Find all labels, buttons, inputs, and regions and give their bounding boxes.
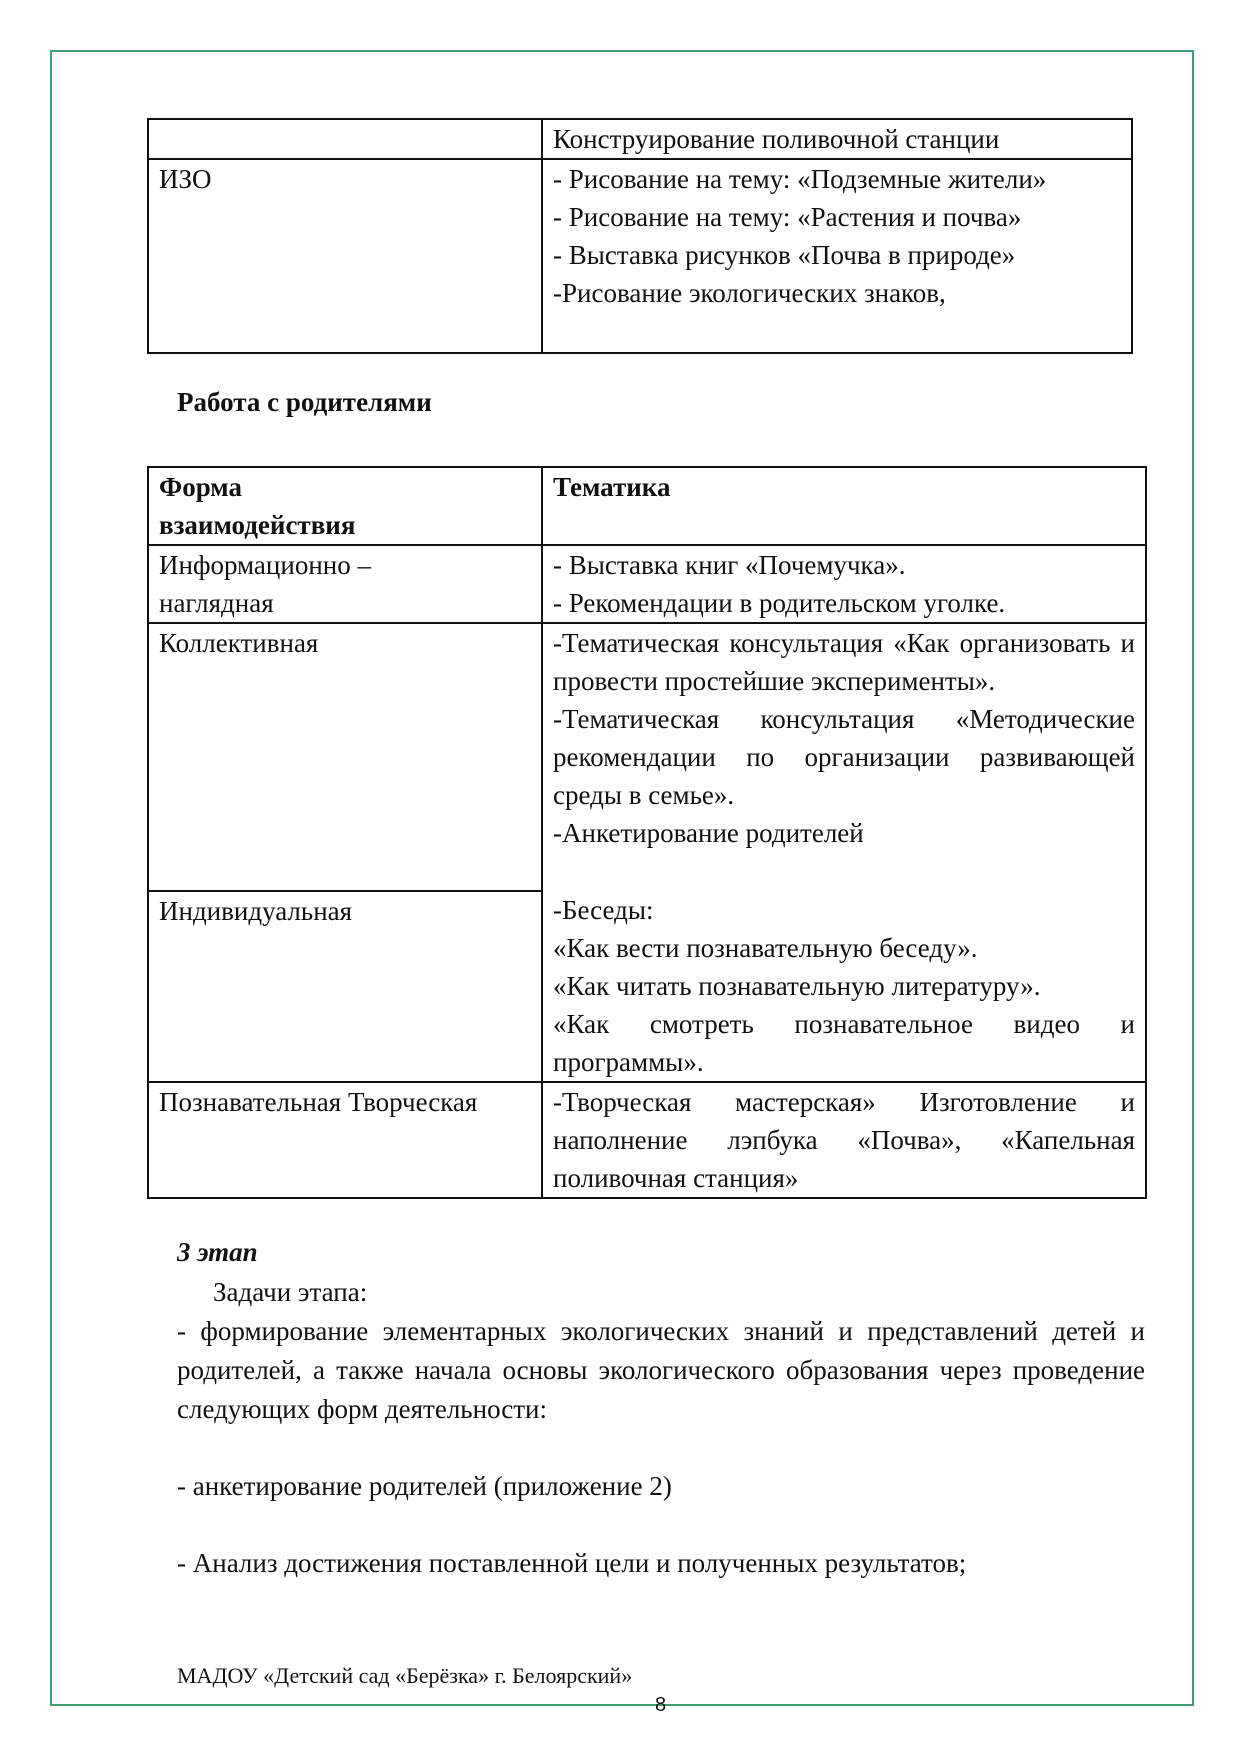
cell-line: - Выставка рисунков «Почва в природе» [553,240,1016,270]
cell-line: - Рисование на тему: «Растения и почва» [553,202,1022,232]
header-cell-topic: Тематика [542,467,1146,545]
list-item: - анкетирование родителей (приложение 2) [177,1471,672,1501]
list-item: - Анализ достижения поставленной цели и полученных результатов; [177,1548,967,1578]
table-row [148,1082,1146,1198]
cell-line: «Как читать познавательную литературу». [553,971,1041,1001]
table-row [148,119,1132,159]
table-cell [148,119,542,159]
table-cell [542,545,1146,623]
table-row [148,159,1132,353]
activities-table [147,118,1133,354]
table-row [148,891,1146,1082]
header-line: взаимодействия [159,510,356,540]
section-heading: Работа с родителями [177,387,432,417]
table-cell: Познавательная Творческая [148,1082,542,1198]
parents-table [147,466,1147,1199]
table-header-row [148,467,1146,545]
cell-line: - Рисование на тему: «Подземные жители» [553,164,1047,194]
cell-paragraph: -Тематическая консультация «Методические рекомендации по организации развивающей среды в семье». [553,704,1135,810]
table-row [148,545,1146,623]
table-cell: ИЗО [148,159,542,353]
table-row [148,623,1146,891]
cell-line: «Как вести познавательную беседу». [553,933,978,963]
table-cell [542,623,1146,891]
table-cell [542,891,1146,1082]
footer-text: МАДОУ «Детский сад «Берёзка» г. Белоярский» [177,1663,633,1688]
tasks-label: Задачи этапа: [213,1277,368,1307]
cell-line: Конструирование поливочной станции [553,124,1000,154]
cell-line: наглядная [159,588,274,618]
cell-line: Информационно – [159,550,371,580]
header-line: Форма [159,472,243,502]
table-cell [542,1082,1146,1198]
table-cell: Индивидуальная [148,891,542,1082]
cell-line: -Рисование экологических знаков, [553,278,946,308]
cell-paragraph: -Тематическая консультация «Как организовать и провести простейшие эксперименты». [553,628,1135,696]
table-cell [542,119,1132,159]
cell-paragraph: -Анкетирование родителей [553,818,864,848]
cell-line: -Беседы: [553,895,654,925]
table-cell [148,545,542,623]
header-cell-form [148,467,542,545]
cell-paragraph: «Как смотреть познавательное видео и программы». [553,1009,1135,1077]
table-cell: Коллективная [148,623,542,891]
stage-title: 3 этап [177,1237,258,1267]
table-cell [542,159,1132,353]
cell-paragraph: -Творческая мастерская» Изготовление и наполнение лэпбука «Почва», «Капельная поливочная станция» [553,1087,1135,1193]
cell-line: - Рекомендации в родительском уголке. [553,588,1006,618]
task-paragraph: - формирование элементарных экологических знаний и представлений детей и родителей, а также начала основы экологического образования через проведение следующих форм деятельности: [177,1316,1145,1424]
page-number: 8 [655,1694,667,1716]
cell-line: - Выставка книг «Почемучка». [553,550,906,580]
